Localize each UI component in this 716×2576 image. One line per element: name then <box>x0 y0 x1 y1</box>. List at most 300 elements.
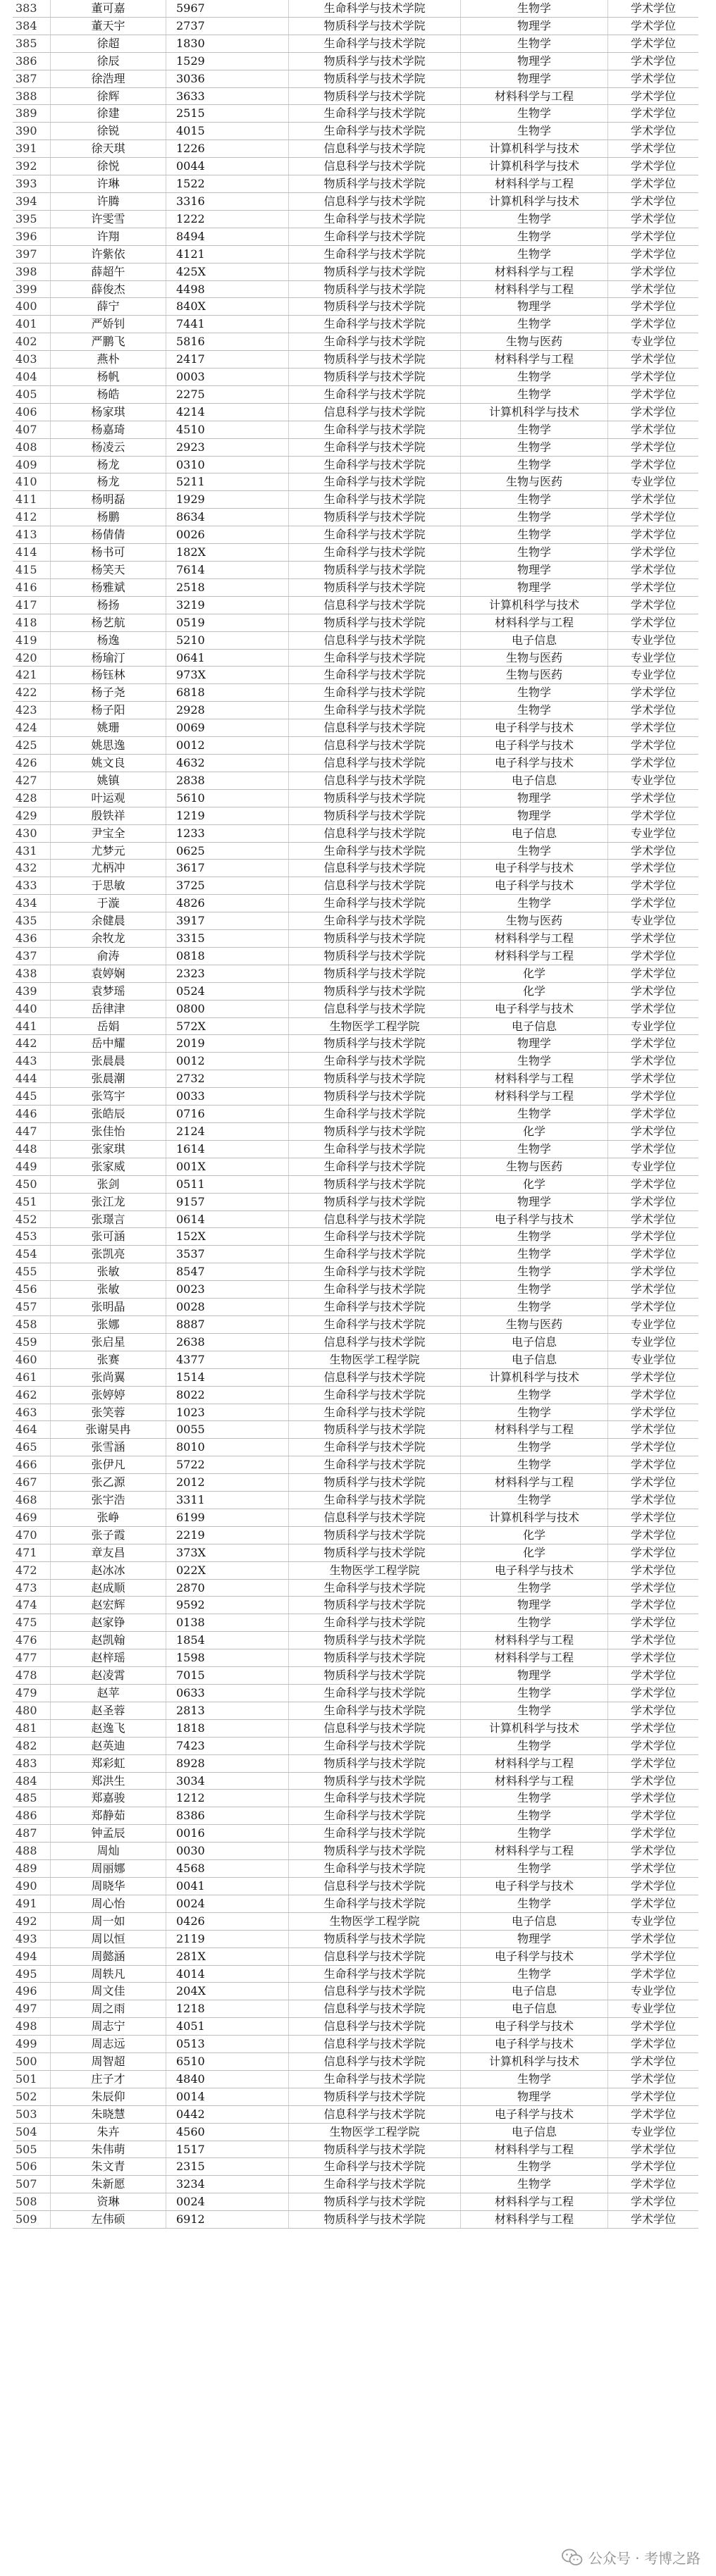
school-cell: 物质科学与技术学院 <box>289 930 461 948</box>
student-name-cell: 严娇钊 <box>51 316 166 333</box>
id-suffix-cell: 5816 <box>166 333 289 351</box>
major-cell: 电子信息 <box>461 1983 608 2000</box>
degree-type-cell: 学术学位 <box>608 1474 699 1492</box>
major-cell: 生物学 <box>461 1456 608 1474</box>
major-cell: 电子信息 <box>461 1017 608 1035</box>
id-suffix-cell: 0041 <box>166 1877 289 1895</box>
school-cell: 生物医学工程学院 <box>289 1017 461 1035</box>
id-suffix-cell: 9592 <box>166 1597 289 1614</box>
row-number-cell: 414 <box>13 544 51 562</box>
degree-type-cell: 专业学位 <box>608 649 699 667</box>
school-cell: 物质科学与技术学院 <box>289 1526 461 1544</box>
major-cell: 计算机科学与技术 <box>461 192 608 210</box>
table-row <box>13 1053 698 1070</box>
table-row <box>13 895 698 912</box>
id-suffix-cell: 2012 <box>166 1474 289 1492</box>
major-cell: 生物学 <box>461 1895 608 1912</box>
degree-type-cell: 学术学位 <box>608 1000 699 1017</box>
row-number-cell: 430 <box>13 824 51 842</box>
id-suffix-cell: 7423 <box>166 1737 289 1754</box>
degree-type-cell: 专业学位 <box>608 1017 699 1035</box>
id-suffix-cell: 1517 <box>166 2141 289 2158</box>
table-row <box>13 1035 698 1053</box>
table-row <box>13 860 698 877</box>
id-suffix-cell: 5967 <box>166 0 289 17</box>
degree-type-cell: 学术学位 <box>608 895 699 912</box>
major-cell: 生物与医药 <box>461 473 608 491</box>
id-suffix-cell: 2515 <box>166 105 289 123</box>
school-cell: 信息科学与技术学院 <box>289 2053 461 2071</box>
major-cell: 生物学 <box>461 421 608 438</box>
degree-type-cell: 学术学位 <box>608 2176 699 2193</box>
table-row <box>13 1017 698 1035</box>
row-number-cell: 409 <box>13 456 51 473</box>
degree-type-cell: 学术学位 <box>608 1597 699 1614</box>
degree-type-cell: 学术学位 <box>608 158 699 175</box>
degree-type-cell: 学术学位 <box>608 1825 699 1843</box>
id-suffix-cell: 0016 <box>166 1825 289 1843</box>
major-cell: 电子科学与技术 <box>461 754 608 772</box>
row-number-cell: 505 <box>13 2141 51 2158</box>
student-name-cell: 张晨潮 <box>51 1070 166 1088</box>
row-number-cell: 435 <box>13 912 51 930</box>
major-cell: 生物学 <box>461 526 608 544</box>
major-cell: 材料科学与工程 <box>461 1649 608 1667</box>
id-suffix-cell: 0513 <box>166 2036 289 2053</box>
major-cell: 生物学 <box>461 1299 608 1316</box>
major-cell: 材料科学与工程 <box>461 1421 608 1439</box>
table-row <box>13 578 698 596</box>
school-cell: 生命科学与技术学院 <box>289 123 461 140</box>
student-name-cell: 燕朴 <box>51 351 166 369</box>
id-suffix-cell: 3617 <box>166 860 289 877</box>
row-number-cell: 452 <box>13 1210 51 1228</box>
major-cell: 生物学 <box>461 1579 608 1597</box>
major-cell: 电子信息 <box>461 824 608 842</box>
major-cell: 生物学 <box>461 369 608 386</box>
row-number-cell: 488 <box>13 1843 51 1860</box>
student-name-cell: 赵圣蓉 <box>51 1702 166 1719</box>
table-row <box>13 333 698 351</box>
school-cell: 物质科学与技术学院 <box>289 947 461 965</box>
row-number-cell: 447 <box>13 1123 51 1141</box>
major-cell: 电子科学与技术 <box>461 1948 608 1965</box>
student-name-cell: 张雪涵 <box>51 1439 166 1456</box>
school-cell: 物质科学与技术学院 <box>289 578 461 596</box>
school-cell: 信息科学与技术学院 <box>289 1368 461 1386</box>
degree-type-cell: 学术学位 <box>608 1632 699 1649</box>
id-suffix-cell: 1929 <box>166 491 289 509</box>
school-cell: 生命科学与技术学院 <box>289 1614 461 1632</box>
major-cell: 材料科学与工程 <box>461 1772 608 1790</box>
major-cell: 电子科学与技术 <box>461 719 608 737</box>
student-name-cell: 庄子才 <box>51 2070 166 2088</box>
major-cell: 生物学 <box>461 684 608 702</box>
student-name-cell: 姚镇 <box>51 772 166 789</box>
major-cell: 生物学 <box>461 105 608 123</box>
row-number-cell: 394 <box>13 192 51 210</box>
row-number-cell: 416 <box>13 578 51 596</box>
student-name-cell: 姚珊 <box>51 719 166 737</box>
degree-type-cell: 学术学位 <box>608 1737 699 1754</box>
student-name-cell: 张可涵 <box>51 1228 166 1246</box>
student-name-cell: 张佳怡 <box>51 1123 166 1141</box>
student-name-cell: 岳中耀 <box>51 1035 166 1053</box>
table-row <box>13 1790 698 1807</box>
major-cell: 电子信息 <box>461 2123 608 2141</box>
student-name-cell: 周晓华 <box>51 1877 166 1895</box>
major-cell: 物理学 <box>461 52 608 70</box>
major-cell: 生物学 <box>461 438 608 456</box>
degree-type-cell: 学术学位 <box>608 842 699 860</box>
row-number-cell: 403 <box>13 351 51 369</box>
student-name-cell: 杨鹏 <box>51 509 166 526</box>
table-row <box>13 70 698 87</box>
row-number-cell: 498 <box>13 2018 51 2036</box>
major-cell: 材料科学与工程 <box>461 351 608 369</box>
degree-type-cell: 学术学位 <box>608 52 699 70</box>
major-cell: 材料科学与工程 <box>461 947 608 965</box>
school-cell: 信息科学与技术学院 <box>289 1333 461 1351</box>
row-number-cell: 471 <box>13 1544 51 1561</box>
id-suffix-cell: 4826 <box>166 895 289 912</box>
school-cell: 信息科学与技术学院 <box>289 140 461 158</box>
table-row <box>13 1158 698 1175</box>
major-cell: 物理学 <box>461 1193 608 1210</box>
school-cell: 生命科学与技术学院 <box>289 1492 461 1509</box>
student-name-cell: 杨笑天 <box>51 562 166 579</box>
student-name-cell: 张婷婷 <box>51 1386 166 1404</box>
row-number-cell: 484 <box>13 1772 51 1790</box>
student-name-cell: 张璟言 <box>51 1210 166 1228</box>
degree-type-cell: 学术学位 <box>608 1123 699 1141</box>
table-row <box>13 35 698 52</box>
row-number-cell: 400 <box>13 298 51 316</box>
degree-type-cell: 学术学位 <box>608 2141 699 2158</box>
degree-type-cell: 学术学位 <box>608 930 699 948</box>
degree-type-cell: 学术学位 <box>608 210 699 228</box>
school-cell: 物质科学与技术学院 <box>289 807 461 824</box>
table-row <box>13 789 698 807</box>
degree-type-cell: 学术学位 <box>608 351 699 369</box>
row-number-cell: 482 <box>13 1737 51 1754</box>
degree-type-cell: 学术学位 <box>608 1456 699 1474</box>
school-cell: 信息科学与技术学院 <box>289 1509 461 1526</box>
major-cell: 生物学 <box>461 1737 608 1754</box>
table-row <box>13 1175 698 1193</box>
school-cell: 信息科学与技术学院 <box>289 2018 461 2036</box>
student-name-cell: 严鹏飞 <box>51 333 166 351</box>
school-cell: 信息科学与技术学院 <box>289 824 461 842</box>
student-name-cell: 杨书可 <box>51 544 166 562</box>
degree-type-cell: 专业学位 <box>608 2123 699 2141</box>
student-name-cell: 于思敏 <box>51 877 166 895</box>
row-number-cell: 467 <box>13 1474 51 1492</box>
table-row <box>13 1930 698 1948</box>
id-suffix-cell: 7441 <box>166 316 289 333</box>
student-name-cell: 薛超午 <box>51 263 166 280</box>
student-name-cell: 赵冰冰 <box>51 1561 166 1579</box>
table-row <box>13 17 698 35</box>
degree-type-cell: 学术学位 <box>608 1948 699 1965</box>
table-row <box>13 965 698 982</box>
table-row <box>13 614 698 631</box>
watermark <box>562 2547 700 2568</box>
school-cell: 物质科学与技术学院 <box>289 1474 461 1492</box>
row-number-cell: 431 <box>13 842 51 860</box>
degree-type-cell: 专业学位 <box>608 333 699 351</box>
major-cell: 化学 <box>461 1544 608 1561</box>
school-cell: 物质科学与技术学院 <box>289 369 461 386</box>
row-number-cell: 473 <box>13 1579 51 1597</box>
major-cell: 化学 <box>461 982 608 1000</box>
id-suffix-cell: 1222 <box>166 210 289 228</box>
major-cell: 材料科学与工程 <box>461 1070 608 1088</box>
row-number-cell: 497 <box>13 2000 51 2018</box>
major-cell: 材料科学与工程 <box>461 263 608 280</box>
major-cell: 电子科学与技术 <box>461 2105 608 2123</box>
major-cell: 生物学 <box>461 2176 608 2193</box>
id-suffix-cell: 1614 <box>166 1140 289 1158</box>
degree-type-cell: 学术学位 <box>608 1509 699 1526</box>
id-suffix-cell: 6912 <box>166 2211 289 2229</box>
row-number-cell: 499 <box>13 2036 51 2053</box>
id-suffix-cell: 425X <box>166 263 289 280</box>
student-name-cell: 朱伟萌 <box>51 2141 166 2158</box>
row-number-cell: 463 <box>13 1404 51 1421</box>
student-name-cell: 张家威 <box>51 1158 166 1175</box>
school-cell: 信息科学与技术学院 <box>289 1719 461 1737</box>
row-number-cell: 393 <box>13 175 51 193</box>
major-cell: 计算机科学与技术 <box>461 596 608 614</box>
student-name-cell: 徐悦 <box>51 158 166 175</box>
row-number-cell: 460 <box>13 1351 51 1368</box>
school-cell: 生命科学与技术学院 <box>289 1263 461 1281</box>
row-number-cell: 418 <box>13 614 51 631</box>
id-suffix-cell: 0012 <box>166 1053 289 1070</box>
table-row <box>13 807 698 824</box>
id-suffix-cell: 0633 <box>166 1685 289 1702</box>
degree-type-cell: 学术学位 <box>608 860 699 877</box>
degree-type-cell: 学术学位 <box>608 1860 699 1878</box>
degree-type-cell: 学术学位 <box>608 316 699 333</box>
student-name-cell: 徐辰 <box>51 52 166 70</box>
degree-type-cell: 学术学位 <box>608 1965 699 1983</box>
student-name-cell: 杨钰林 <box>51 667 166 684</box>
row-number-cell: 506 <box>13 2158 51 2176</box>
school-cell: 生命科学与技术学院 <box>289 1299 461 1316</box>
degree-type-cell: 学术学位 <box>608 1386 699 1404</box>
table-row <box>13 562 698 579</box>
degree-type-cell: 学术学位 <box>608 87 699 105</box>
major-cell: 生物学 <box>461 1404 608 1421</box>
major-cell: 物理学 <box>461 70 608 87</box>
row-number-cell: 423 <box>13 702 51 719</box>
table-row <box>13 2053 698 2071</box>
school-cell: 物质科学与技术学院 <box>289 1088 461 1106</box>
student-name-cell: 徐天琪 <box>51 140 166 158</box>
row-number-cell: 454 <box>13 1246 51 1263</box>
row-number-cell: 424 <box>13 719 51 737</box>
student-name-cell: 赵成顺 <box>51 1579 166 1597</box>
row-number-cell: 462 <box>13 1386 51 1404</box>
student-name-cell: 张笃宇 <box>51 1088 166 1106</box>
degree-type-cell: 学术学位 <box>608 982 699 1000</box>
id-suffix-cell: 5210 <box>166 631 289 649</box>
table-row <box>13 1333 698 1351</box>
student-name-cell: 郑彩虹 <box>51 1754 166 1772</box>
degree-type-cell: 学术学位 <box>608 702 699 719</box>
id-suffix-cell: 2124 <box>166 1123 289 1141</box>
table-row <box>13 491 698 509</box>
school-cell: 信息科学与技术学院 <box>289 719 461 737</box>
table-row <box>13 192 698 210</box>
degree-type-cell: 学术学位 <box>608 754 699 772</box>
school-cell: 信息科学与技术学院 <box>289 2105 461 2123</box>
table-row <box>13 2193 698 2211</box>
table-row <box>13 456 698 473</box>
student-name-cell: 杨明磊 <box>51 491 166 509</box>
degree-type-cell: 学术学位 <box>608 2088 699 2105</box>
degree-type-cell: 学术学位 <box>608 2158 699 2176</box>
id-suffix-cell: 2219 <box>166 1526 289 1544</box>
row-number-cell: 455 <box>13 1263 51 1281</box>
id-suffix-cell: 5722 <box>166 1456 289 1474</box>
major-cell: 生物学 <box>461 2070 608 2088</box>
table-row <box>13 2018 698 2036</box>
degree-type-cell: 专业学位 <box>608 1912 699 1930</box>
student-name-cell: 杨子阳 <box>51 702 166 719</box>
table-row <box>13 1439 698 1456</box>
degree-type-cell: 学术学位 <box>608 1281 699 1299</box>
school-cell: 生命科学与技术学院 <box>289 1228 461 1246</box>
id-suffix-cell: 8386 <box>166 1807 289 1825</box>
major-cell: 电子科学与技术 <box>461 1000 608 1017</box>
table-row <box>13 1877 698 1895</box>
id-suffix-cell: 1212 <box>166 1790 289 1807</box>
table-row <box>13 1281 698 1299</box>
major-cell: 生物学 <box>461 1246 608 1263</box>
student-name-cell: 杨扬 <box>51 596 166 614</box>
table-row <box>13 1474 698 1492</box>
degree-type-cell: 学术学位 <box>608 1263 699 1281</box>
school-cell: 物质科学与技术学院 <box>289 982 461 1000</box>
major-cell: 生物学 <box>461 1263 608 1281</box>
student-name-cell: 许紫依 <box>51 245 166 263</box>
table-row <box>13 438 698 456</box>
id-suffix-cell: 204X <box>166 1983 289 2000</box>
table-row <box>13 158 698 175</box>
degree-type-cell: 学术学位 <box>608 456 699 473</box>
row-number-cell: 456 <box>13 1281 51 1299</box>
row-number-cell: 383 <box>13 0 51 17</box>
table-row <box>13 1983 698 2000</box>
id-suffix-cell: 1023 <box>166 1404 289 1421</box>
major-cell: 生物学 <box>461 1685 608 1702</box>
id-suffix-cell: 4121 <box>166 245 289 263</box>
degree-type-cell: 学术学位 <box>608 298 699 316</box>
row-number-cell: 481 <box>13 1719 51 1737</box>
table-row <box>13 1649 698 1667</box>
degree-type-cell: 学术学位 <box>608 280 699 298</box>
id-suffix-cell: 3234 <box>166 2176 289 2193</box>
major-cell: 生物与医药 <box>461 1158 608 1175</box>
row-number-cell: 459 <box>13 1333 51 1351</box>
student-name-cell: 张峥 <box>51 1509 166 1526</box>
degree-type-cell: 专业学位 <box>608 772 699 789</box>
degree-type-cell: 学术学位 <box>608 1053 699 1070</box>
school-cell: 物质科学与技术学院 <box>289 17 461 35</box>
student-name-cell: 杨龙 <box>51 473 166 491</box>
id-suffix-cell: 6510 <box>166 2053 289 2071</box>
row-number-cell: 468 <box>13 1492 51 1509</box>
table-row <box>13 947 698 965</box>
major-cell: 生物学 <box>461 1702 608 1719</box>
id-suffix-cell: 4498 <box>166 280 289 298</box>
school-cell: 生命科学与技术学院 <box>289 526 461 544</box>
school-cell: 信息科学与技术学院 <box>289 2036 461 2053</box>
school-cell: 信息科学与技术学院 <box>289 631 461 649</box>
school-cell: 物质科学与技术学院 <box>289 562 461 579</box>
id-suffix-cell: 4214 <box>166 403 289 421</box>
table-row <box>13 87 698 105</box>
row-number-cell: 434 <box>13 895 51 912</box>
degree-type-cell: 学术学位 <box>608 1649 699 1667</box>
school-cell: 生命科学与技术学院 <box>289 2158 461 2176</box>
id-suffix-cell: 7614 <box>166 562 289 579</box>
major-cell: 生物学 <box>461 2158 608 2176</box>
student-name-cell: 尤梦元 <box>51 842 166 860</box>
school-cell: 物质科学与技术学院 <box>289 87 461 105</box>
row-number-cell: 444 <box>13 1070 51 1088</box>
row-number-cell: 486 <box>13 1807 51 1825</box>
degree-type-cell: 学术学位 <box>608 263 699 280</box>
table-row <box>13 1807 698 1825</box>
major-cell: 生物学 <box>461 456 608 473</box>
major-cell: 生物学 <box>461 1965 608 1983</box>
degree-type-cell: 学术学位 <box>608 1685 699 1702</box>
major-cell: 物理学 <box>461 298 608 316</box>
degree-type-cell: 学术学位 <box>608 2211 699 2229</box>
student-name-cell: 周一如 <box>51 1912 166 1930</box>
student-name-cell: 周以恒 <box>51 1930 166 1948</box>
degree-type-cell: 学术学位 <box>608 1299 699 1316</box>
major-cell: 电子科学与技术 <box>461 860 608 877</box>
school-cell: 物质科学与技术学院 <box>289 1070 461 1088</box>
student-name-cell: 张敏 <box>51 1281 166 1299</box>
major-cell: 物理学 <box>461 1597 608 1614</box>
id-suffix-cell: 0511 <box>166 1175 289 1193</box>
id-suffix-cell: 8887 <box>166 1315 289 1333</box>
degree-type-cell: 学术学位 <box>608 1035 699 1053</box>
table-row <box>13 123 698 140</box>
major-cell: 生物学 <box>461 1790 608 1807</box>
degree-type-cell: 学术学位 <box>608 1106 699 1123</box>
row-number-cell: 472 <box>13 1561 51 1579</box>
degree-type-cell: 学术学位 <box>608 1807 699 1825</box>
id-suffix-cell: 3633 <box>166 87 289 105</box>
table-row <box>13 842 698 860</box>
table-row <box>13 1579 698 1597</box>
id-suffix-cell: 8928 <box>166 1754 289 1772</box>
table-row <box>13 1000 698 1017</box>
id-suffix-cell: 8022 <box>166 1386 289 1404</box>
student-name-cell: 杨逸 <box>51 631 166 649</box>
table-row <box>13 2036 698 2053</box>
major-cell: 物理学 <box>461 1667 608 1685</box>
row-number-cell: 384 <box>13 17 51 35</box>
school-cell: 生命科学与技术学院 <box>289 35 461 52</box>
